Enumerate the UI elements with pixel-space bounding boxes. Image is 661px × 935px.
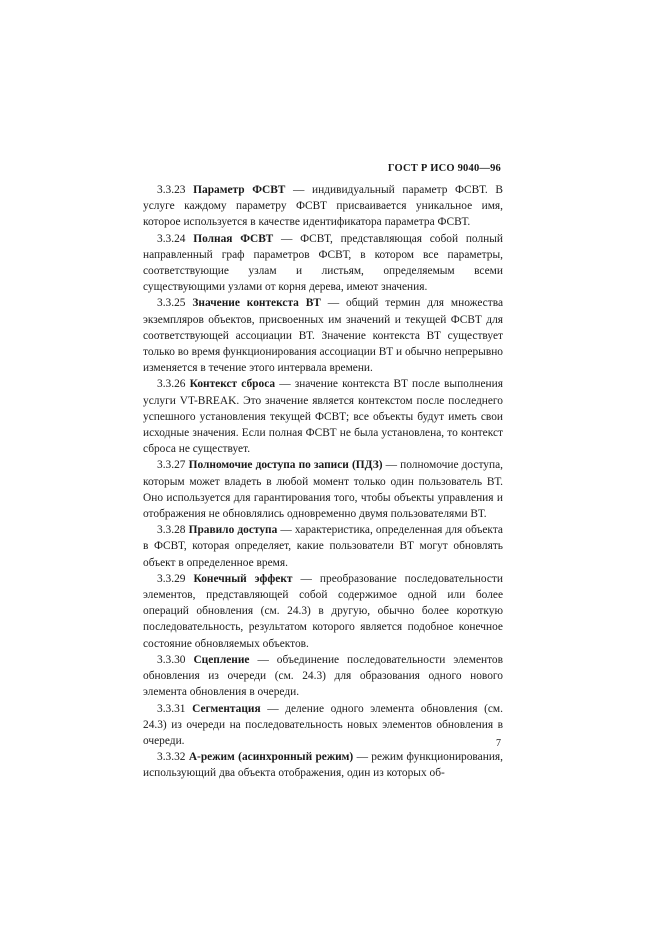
term-definition: — объединение последовательности элементов обновления из очереди (см. 24.3) для образования одного нового элемента обновления в очереди. (143, 653, 503, 699)
term-name: Контекст сброса (189, 378, 276, 391)
clause-number: 3.3.25 (157, 297, 186, 310)
term-definition: — ФСВТ, представляющая собой полный направленный граф параметров ФСВТ, в котором все параметры, соответствующие узлам и листьям, определяемым всеми существующими узлами от корня дерева, имеют значения. (143, 232, 503, 294)
clause-number: 3.3.24 (157, 232, 186, 245)
definition-3-3-23 (143, 182, 503, 231)
term-definition: — индивидуальный параметр ФСВТ. В услуге каждому параметру ФСВТ присваивается уникальное имя, которое используется в качестве идентификатора параметра ФСВТ. (143, 184, 503, 229)
term-definition: — значение контекста ВТ после выполнения услуги VT-BREAK. Это значение является контекстом после последнего успешного установления текущей ФСВТ; все объекты будут иметь свои исходные значения. Если полная ФСВТ не была установлена, то контекст сброса не существует. (143, 378, 503, 456)
clause-number: 3.3.30 (157, 653, 186, 666)
term-definition: — полномочие доступа, которым может владеть в любой момент только один пользователь ВТ. Оно используется для гарантирования того, чтобы объекты управления и отображения не обновлялись одновременно двумя пользователями ВТ. (143, 459, 503, 521)
standard-header: ГОСТ Р ИСО 9040—96 (387, 163, 501, 174)
term-name: Параметр ФСВТ (193, 184, 286, 196)
term-name: Сегментация (192, 702, 261, 715)
clause-number: 3.3.31 (157, 702, 186, 715)
term-definition: — режим функционирования, использующий два объекта отображения, один из которых об- (143, 751, 503, 780)
definition-3-3-32 (143, 749, 503, 781)
term-name: Сцепление (193, 653, 250, 666)
term-definition: — деление одного элемента обновления (см. 24.3) из очереди на последовательность новых элементов обновления в очереди. (143, 702, 503, 747)
term-definition: — преобразование последовательности элементов, представляющей собой содержимое одной или более операций обновления (см. 24.3) в другую, обычно более короткую последовательность, результатом которого является подобное конечное состояние обновляемых объектов. (143, 572, 503, 650)
definition-3-3-26 (143, 376, 503, 457)
clause-number: 3.3.29 (157, 572, 186, 585)
term-name: Значение контекста ВТ (192, 297, 321, 310)
term-name: Конечный эффект (193, 572, 293, 585)
definition-3-3-25 (143, 295, 503, 376)
clause-number: 3.3.27 (157, 459, 186, 472)
term-definition: — общий термин для множества экземпляров объектов, присвоенных им значений и текущей ФСВТ для соответствующей ассоциации ВТ. Значение контекста ВТ существует только во время функционирования ассоциации ВТ и обычно непрерывно изменяется в течение этого интервала времени. (143, 297, 503, 375)
term-name: Правило доступа (188, 524, 278, 537)
definition-3-3-27 (143, 457, 503, 522)
definition-3-3-24 (143, 231, 503, 296)
term-name: Полная ФСВТ (193, 232, 274, 245)
term-name: Полномочие доступа по записи (ПДЗ) (188, 459, 383, 472)
definition-3-3-31 (143, 701, 503, 750)
term-definition: — характеристика, определенная для объекта в ФСВТ, которая определяет, какие пользователи ВТ могут обновлять объект в определенное время. (143, 524, 503, 569)
clause-number: 3.3.32 (157, 751, 186, 764)
definition-3-3-30 (143, 652, 503, 701)
clause-number: 3.3.23 (157, 184, 186, 196)
term-name: А-режим (асинхронный режим) (188, 751, 354, 764)
definition-3-3-28 (143, 522, 503, 571)
definition-3-3-29 (143, 571, 503, 652)
clause-number: 3.3.28 (157, 524, 186, 537)
page-number: 7 (496, 738, 501, 749)
definitions-section (143, 182, 503, 782)
clause-number: 3.3.26 (157, 378, 186, 391)
